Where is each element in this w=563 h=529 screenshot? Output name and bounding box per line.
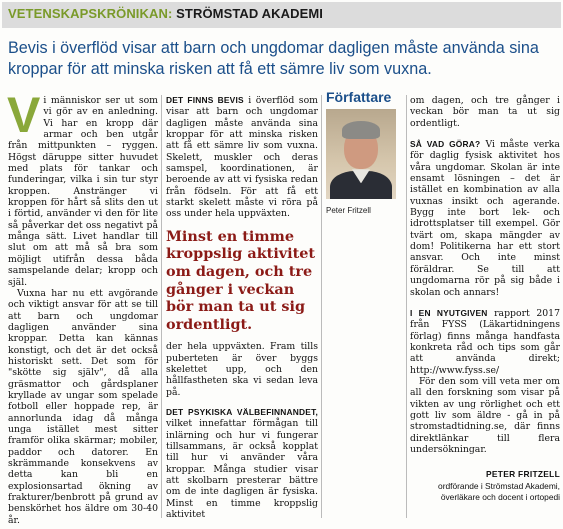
drop-cap: V — [7, 87, 41, 143]
kicker-prefix: VETENSKAPSKRÖNIKAN: — [8, 6, 173, 21]
paragraph-intro-text: i människor ser ut som vi gör av en anledning. Vi har en kropp där armar och ben utgår från mittpunkten – ryggen. Högst däruppe sitter huvudet med plats för tankar och funderingar, vilka i sin tur styr kroppen. Anstränger vi kroppen för hårt så slits den ut i förtid, använder vi den för lite så påverkar det oss negativt på många sätt. Livet handlar till slut om att må så bra som möjligt utifrån dessa båda samspelande delar; kropp och själ. — [8, 95, 158, 288]
paragraph-nyutgiven — [410, 308, 560, 376]
paragraph-vuxna: Vuxna har nu ett avgörande och viktigt ansvar för att se till att barn och ungdomar dagligen använder sina kroppar. Detta kan kännas konstigt, och det är det också historiskt sett. Det som för "skötte sig själv", då alla gräsmattor och gårdsplaner kryllade av ungar som spelade fotboll eller hoppade rep, är annorlunda idag då många unga istället mest sitter framför olika skärmar; mobiler, paddor och datorer. En skrämmande konsekvens av detta kan bli en explosionsartad ökning av frakturer/benbrott på grund av benskörhet hos äldre om 30-40 år. — [8, 287, 158, 526]
column-divider — [321, 95, 322, 518]
paragraph-continuation: om dagen, och tre gånger i veckan bör man ta ut sig ordentligt. — [410, 95, 560, 129]
paragraph-psykiska-text: vilket innefattar förmågan till inlärning och hur vi fungerar tillsammans, är också kopplat till hur vi använder våra kroppar. Många studier visar att skolbarn presterar bättre om de inte dagligen är fysiska. Minst en timme kroppslig aktivitet — [166, 418, 318, 521]
kicker-title: STRÖMSTAD AKADEMI — [176, 6, 323, 21]
paragraph-sa-vad — [410, 139, 560, 298]
paragraph-bevis-text: i överflöd som visar att barn och ungdomar dagligen måste använda sina kroppar för att minska risken att få ett sämre liv som vuxna. Skelett, muskler och deras samspel, koordinationen, är beroende av att vi fysiska redan från födseln. För att få ett starkt skelett måste vi röra på oss under hela uppväxten. — [166, 95, 318, 220]
author-photo — [326, 109, 396, 199]
section-caps: DET PSYKISKA VÄLBEFINNANDET, — [166, 407, 318, 418]
column-1 — [7, 87, 158, 526]
column-divider — [406, 95, 407, 518]
column-divider — [161, 95, 162, 518]
paragraph-bevis — [166, 95, 318, 220]
section-caps: SÅ VAD GÖRA? — [410, 139, 481, 150]
paragraph-nyutgiven-text: rapport 2017 från FYSS (Läkartidningens förlag) finns många handfasta konkreta råd och tips som går att använda direkt; http://www.fyss.se/ — [410, 307, 560, 376]
pull-quote: Minst en timme kroppslig aktivitet om dagen, och tre gånger i veckan bör man ta ut sig ordentligt. — [166, 227, 316, 333]
signature-role: ordförande i Strömstad Akademi, — [438, 480, 560, 491]
section-caps: I EN NYUTGIVEN — [410, 307, 488, 318]
lead-in-caps: DET FINNS BEVIS — [166, 95, 244, 105]
paragraph-intro — [7, 87, 158, 288]
paragraph-forskning: För den som vill veta mer om all den forskning som visar på vikten av ung rörlighet och ett gott liv som äldre - gå in på stromstadtidning.se, där finns direktlänkar till flera undersökningar. — [410, 375, 560, 455]
column-4 — [410, 95, 560, 503]
signature-role: överläkare och docent i ortopedi — [440, 491, 560, 502]
column-2 — [166, 95, 318, 521]
author-heading: Författare — [326, 89, 392, 105]
paragraph-psykiska — [166, 407, 318, 520]
author-caption: Peter Fritzell — [326, 206, 371, 216]
paragraph-uppvaxt: der hela uppväxten. Fram tills puberteten är över byggs skelettet upp, och den hållfastheten ska vi sedan leva på. — [166, 341, 318, 398]
paragraph-sa-vad-text: Vi måste verka för daglig fysisk aktivitet hos våra ungdomar. Skolan är inte ensamt lösningen – det är istället en kombination av alla vuxnas insikt och agerande. Bygg inte bort lek- och idrottsplatser till exempel. Gör tvärt om, skapa mängder av dom! Politikerna har ett stort ansvar. Och inte minst föräldrar. Se till att ungdomarna rör på sig både i skolan och annars! — [410, 139, 560, 298]
signature-name: PETER FRITZELL — [486, 469, 560, 480]
section-kicker — [8, 6, 323, 21]
author-box — [326, 89, 404, 217]
article-lede: Bevis i överflöd visar att barn och ungdomar dagligen måste använda sina kroppar för att minska risken att få ett sämre liv som vuxna. — [8, 39, 539, 78]
